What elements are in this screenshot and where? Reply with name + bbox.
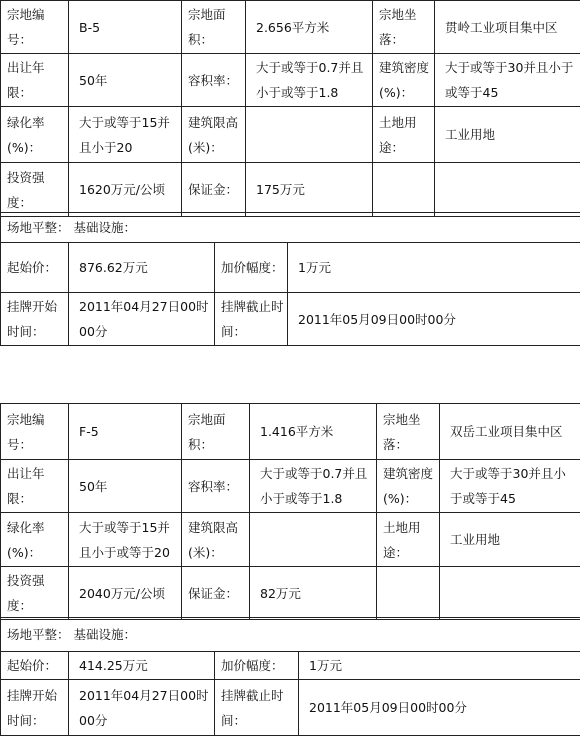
value-green-rate: 大于或等于15并且小于20	[69, 107, 182, 163]
value-area: 1.416平方米	[250, 404, 377, 460]
site-conditions: 场地平整： 基础设施：	[1, 213, 580, 243]
value-density: 大于或等于30并且小于或等于45	[440, 460, 580, 513]
value-investment: 2040万元/公顷	[69, 567, 182, 620]
value-listing-end: 2011年05月09日00时00分	[299, 680, 580, 736]
label-deposit: 保证金：	[182, 567, 250, 620]
table-row	[1, 1, 580, 54]
value-height-limit	[246, 107, 373, 163]
value-parcel-no: F-5	[69, 404, 182, 460]
label-listing-end: 挂牌截止时间：	[215, 293, 288, 346]
parcel-table-2	[0, 403, 580, 620]
label-height-limit: 建筑限高(米)：	[182, 107, 246, 163]
label-term: 出让年限：	[1, 54, 69, 107]
empty-cell	[440, 567, 580, 620]
table-row	[1, 513, 580, 567]
parcel-table-2-lower	[0, 617, 580, 736]
value-increment: 1万元	[288, 243, 580, 293]
value-land-use: 工业用地	[435, 107, 580, 163]
value-term: 50年	[69, 460, 182, 513]
label-land-use: 土地用途：	[377, 513, 440, 567]
empty-cell	[373, 163, 435, 217]
table-row	[1, 680, 580, 736]
label-far: 容积率：	[182, 460, 250, 513]
value-height-limit	[250, 513, 377, 567]
label-start-price: 起始价：	[1, 652, 69, 680]
label-start-price: 起始价：	[1, 243, 69, 293]
label-green-rate: 绿化率(%)：	[1, 513, 69, 567]
parcel-table-1	[0, 0, 580, 217]
value-listing-end: 2011年05月09日00时00分	[288, 293, 580, 346]
value-area: 2.656平方米	[246, 1, 373, 54]
label-far: 容积率：	[182, 54, 246, 107]
label-density: 建筑密度(%)：	[373, 54, 435, 107]
value-deposit: 82万元	[250, 567, 377, 620]
label-height-limit: 建筑限高(米)：	[182, 513, 250, 567]
table-row	[1, 163, 580, 217]
value-increment: 1万元	[299, 652, 580, 680]
parcel-table-1-lower	[0, 212, 580, 346]
table-row	[1, 54, 580, 107]
empty-cell	[377, 567, 440, 620]
label-land-use: 土地用途：	[373, 107, 435, 163]
label-green-rate: 绿化率(%)：	[1, 107, 69, 163]
value-density: 大于或等于30并且小于或等于45	[435, 54, 580, 107]
label-investment: 投资强度：	[1, 163, 69, 217]
value-listing-start: 2011年04月27日00时00分	[69, 293, 215, 346]
value-deposit: 175万元	[246, 163, 373, 217]
label-area: 宗地面积：	[182, 404, 250, 460]
label-location: 宗地坐落：	[373, 1, 435, 54]
label-location: 宗地坐落：	[377, 404, 440, 460]
label-parcel-no: 宗地编号：	[1, 1, 69, 54]
label-term: 出让年限：	[1, 460, 69, 513]
site-conditions: 场地平整： 基础设施：	[1, 618, 580, 652]
label-deposit: 保证金：	[182, 163, 246, 217]
label-listing-end: 挂牌截止时间：	[215, 680, 299, 736]
table-row	[1, 460, 580, 513]
label-density: 建筑密度(%)：	[377, 460, 440, 513]
label-parcel-no: 宗地编号：	[1, 404, 69, 460]
table-row	[1, 618, 580, 652]
value-parcel-no: B-5	[69, 1, 182, 54]
value-listing-start: 2011年04月27日00时00分	[69, 680, 215, 736]
value-location: 贯岭工业项目集中区	[435, 1, 580, 54]
table-row	[1, 213, 580, 243]
value-far: 大于或等于0.7并且小于或等于1.8	[246, 54, 373, 107]
value-start-price: 414.25万元	[69, 652, 215, 680]
label-increment: 加价幅度：	[215, 652, 299, 680]
table-row	[1, 404, 580, 460]
label-area: 宗地面积：	[182, 1, 246, 54]
value-land-use: 工业用地	[440, 513, 580, 567]
value-far: 大于或等于0.7并且小于或等于1.8	[250, 460, 377, 513]
label-listing-start: 挂牌开始时间：	[1, 293, 69, 346]
value-investment: 1620万元/公顷	[69, 163, 182, 217]
value-location: 双岳工业项目集中区	[440, 404, 580, 460]
table-row	[1, 652, 580, 680]
table-row	[1, 107, 580, 163]
table-row	[1, 243, 580, 293]
empty-cell	[435, 163, 580, 217]
value-term: 50年	[69, 54, 182, 107]
table-row	[1, 293, 580, 346]
label-increment: 加价幅度：	[215, 243, 288, 293]
value-start-price: 876.62万元	[69, 243, 215, 293]
label-investment: 投资强度：	[1, 567, 69, 620]
table-row	[1, 567, 580, 620]
label-listing-start: 挂牌开始时间：	[1, 680, 69, 736]
value-green-rate: 大于或等于15并且小于或等于20	[69, 513, 182, 567]
